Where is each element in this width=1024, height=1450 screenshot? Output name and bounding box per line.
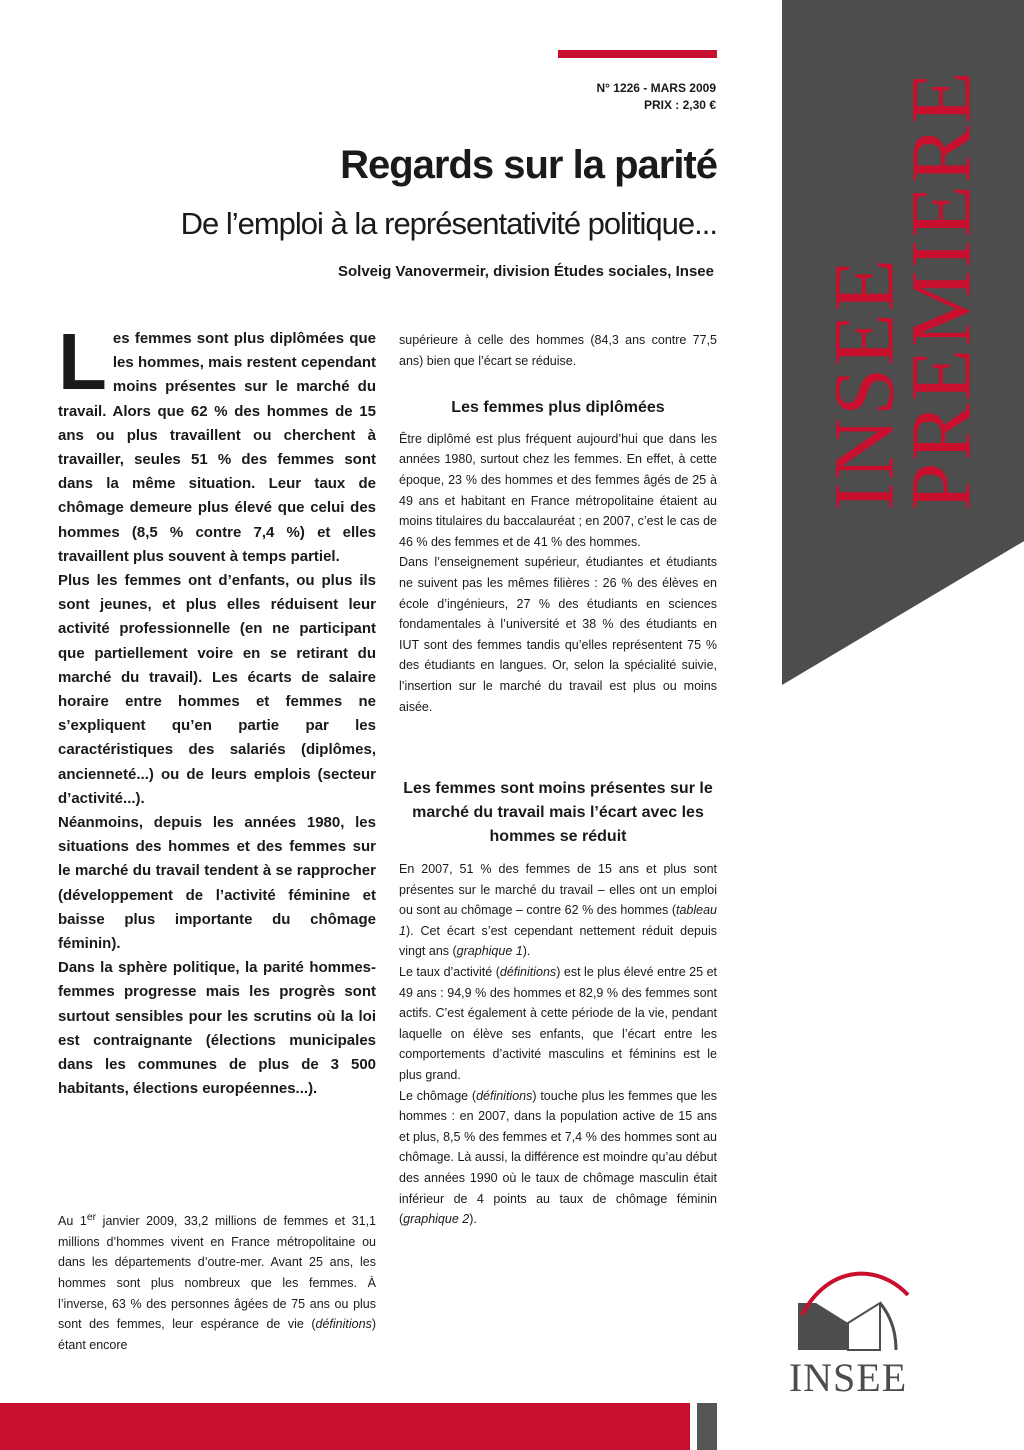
issue-price: PRIX : 2,30 € xyxy=(643,98,716,112)
labour-paragraph-1 xyxy=(399,859,717,962)
intro-sup: er xyxy=(86,1212,97,1223)
labour-paragraph-2 xyxy=(399,962,717,1086)
footer-gray-block xyxy=(697,1403,717,1450)
diplomas-paragraph-1: Être diplômé est plus fréquent aujourd’hui que dans les années 1980, surtout chez les femmes. En effet, à cette époque, 23 % des hommes et des femmes âgés de 25 à 49 ans et habitant en France métropolitaine étaient au moins titulaires du baccalauréat ; en 2007, c’est le cas de 46 % des femmes et de 41 % des hommes. xyxy=(399,431,717,549)
page-title: Regards sur la parité xyxy=(340,143,717,187)
labour-paragraph-3 xyxy=(399,1086,717,1230)
intro-text-c: ) étant encore xyxy=(58,1317,376,1352)
brand-word-insee: INSEE xyxy=(815,256,912,511)
diplomas-paragraph-2: Dans l’enseignement supérieur, étudiantes et étudiants ne suivent pas les mêmes filières : 26 % des élèves en école d’ingénieurs, 27 % des étudiants en sciences fondamentales à l’université et 38 % des étudiants en IUT sont des femmes tandis qu’elles représentent 75 % des étudiants en langues. Or, selon la spécialité suivie, l’insertion sur le marché du travail est plus ou moins aisée. xyxy=(399,555,717,714)
summary-column xyxy=(58,317,376,1102)
insee-logo-text: INSEE xyxy=(788,1355,908,1400)
summary-text-1: es femmes sont plus diplômées que les hommes, mais restent cependant moins présentes sur le marché du travail. Alors que 62 % des hommes de 15 ans ou plus travaillent ou cherchent à travailler, seules 51 % des femmes sont dans la même situation. Leur taux de chômage demeure plus élevé que celui des hommes (8,5 % contre 7,4 %) et elles travaillent plus souvent à temps partiel. xyxy=(58,330,376,565)
brand-word-premiere: PREMIERE xyxy=(893,69,989,511)
issue-number: N° 1226 - MARS 2009 xyxy=(596,81,716,95)
author-line: Solveig Vanovermeir, division Études sociales, Insee xyxy=(338,263,714,280)
intro-em: définitions xyxy=(315,1317,372,1332)
ref-table-1: tableau 1 xyxy=(399,903,717,938)
labour-p1-c: ). xyxy=(522,944,531,959)
page-subtitle: De l’emploi à la représentativité politique... xyxy=(180,206,717,241)
labour-p1-b: ). Cet écart s’est cependant nettement réduit depuis vingt ans ( xyxy=(399,923,717,959)
intro-paragraph xyxy=(58,1208,376,1355)
labour-p2-b: ) est le plus élevé entre 25 et 49 ans : 94,9 % des hommes et 82,9 % des femmes sont actifs. C’est également à cette période de la vie, pendant laquelle on élève ses enfants, que l’écart entre les comportements d’activité masculins et féminins est le plus grand. xyxy=(399,965,718,1083)
section-heading-diplomas: Les femmes plus diplômées xyxy=(451,399,665,417)
labour-p2-a: Le taux d’activité ( xyxy=(399,965,500,980)
article-column xyxy=(399,330,717,1230)
footer-red-bar xyxy=(0,1403,690,1450)
labour-p3-b: ) touche plus les femmes que les hommes : en 2007, dans la population active de 15 ans et plus, 8,5 % des femmes et 7,4 % des hommes sont au chômage. Là aussi, la différence est moindre qu’au début des années 1990 où le taux de chômage masculin était inférieur de 4 points au taux de chômage féminin ( xyxy=(399,1088,718,1227)
issue-info xyxy=(596,80,716,114)
ref-definitions: définitions xyxy=(499,965,557,980)
continued-paragraph: supérieure à celle des hommes (84,3 ans contre 77,5 ans) bien que l’écart se réduise. xyxy=(399,333,717,368)
summary-paragraph-2: Plus les femmes ont d’enfants, ou plus ils sont jeunes, et plus elles réduisent leur activité professionnelle (en ne participant que partiellement voire en se retirant du marché du travail). Les écarts de salaire horaire entre hommes et femmes ne s’expliquent qu’en partie par les caractéristiques des salariés (diplômes, ancienneté...) ou de leurs emplois (secteur d’activité...). xyxy=(58,572,376,807)
ref-definitions-2: définitions xyxy=(476,1088,533,1103)
header-red-rule xyxy=(558,50,717,58)
intro-text-a: Au 1 xyxy=(58,1214,87,1229)
summary-paragraph-1 xyxy=(58,317,376,569)
labour-p1-a: En 2007, 51 % des femmes de 15 ans et plus sont présentes sur le marché du travail – elles ont un emploi ou sont au chômage – contre 62 % des hommes ( xyxy=(399,862,717,918)
summary-paragraph-4: Dans la sphère politique, la parité hommes-femmes progresse mais les progrès sont surtout sensibles pour les scrutins où la loi est contraignante (élections municipales dans les communes de plus de 3 500 habitants, élections européennes...). xyxy=(58,959,376,1098)
intro-text-b: janvier 2009, 33,2 millions de femmes et 31,1 millions d’hommes vivent en France métropolitaine ou dans les départements d’outre-mer. Avant 25 ans, les hommes sont plus nombreux que les femmes. À l’inverse, 63 % des personnes âgées de 75 ans ou plus sont des femmes, leur espérance de vie ( xyxy=(58,1214,376,1332)
insee-premiere-brand xyxy=(815,69,989,511)
section-heading-labour-market: Les femmes sont moins présentes sur le marché du travail mais l’écart avec les hommes se réduit xyxy=(403,780,713,846)
ref-graph-2: graphique 2 xyxy=(403,1212,470,1227)
labour-p3-a: Le chômage ( xyxy=(399,1088,477,1103)
ref-graph-1: graphique 1 xyxy=(456,944,523,959)
labour-p3-c: ). xyxy=(469,1212,477,1227)
summary-paragraph-3: Néanmoins, depuis les années 1980, les situations des hommes et des femmes sur le marché du travail tendent à se rapprocher (développement de l’activité féminine et baisse plus importante du chômage féminin). xyxy=(58,814,376,953)
drop-cap: L xyxy=(58,317,107,406)
